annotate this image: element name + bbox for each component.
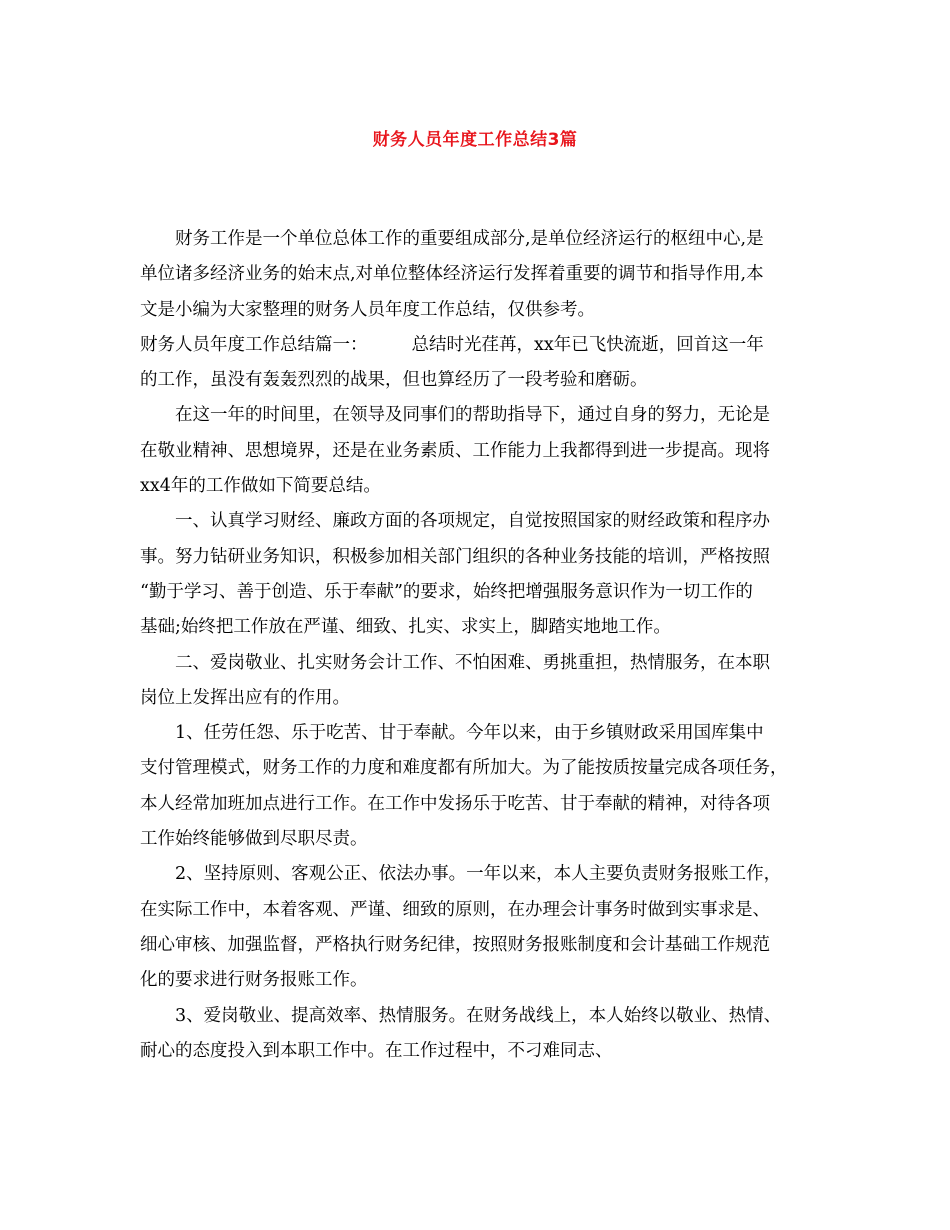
paragraph-line: 财务工作是一个单位总体工作的重要组成部分,是单位经济运行的枢纽中心,是 [175, 229, 764, 249]
paragraph-line: 的工作，虽没有轰轰烈烈的战果，但也算经历了一段考验和磨砺。 [140, 370, 648, 391]
paragraph-line: 在这一年的时间里，在领导及同事们的帮助指导下，通过自身的努力，无论是 [175, 405, 770, 426]
paragraph-line: 本人经常加班加点进行工作。在工作中发扬乐于吃苦、甘于奉献的精神，对待各项 [140, 793, 770, 814]
paragraph-line: 基础;始终把工作放在严谨、细致、扎实、求实上，脚踏实地地工作。 [140, 617, 671, 638]
paragraph-line: 2、坚持原则、客观公正、依法办事。一年以来，本人主要负责财务报账工作， [175, 864, 782, 885]
paragraph-line: 岗位上发挥出应有的作用。 [140, 687, 350, 708]
paragraph-line: 一、认真学习财经、廉政方面的各项规定，自觉按照国家的财经政策和程序办 [175, 511, 770, 532]
paragraph-text: 总结时光荏苒，xx年已飞快流逝，回首这一年 [411, 334, 764, 355]
paragraph-line: 文是小编为大家整理的财务人员年度工作总结，仅供参考。 [140, 299, 595, 320]
section-heading: 财务人员年度工作总结篇一： [140, 334, 368, 355]
paragraph-line: 工作始终能够做到尽职尽责。 [140, 829, 368, 850]
paragraph-line: 在敬业精神、思想境界，还是在业务素质、工作能力上我都得到进一步提高。现将 [140, 440, 770, 461]
paragraph-line: xx4年的工作做如下简要总结。 [140, 476, 381, 497]
paragraph-line: 在实际工作中，本着客观、严谨、细致的原则，在办理会计事务时做到实事求是、 [140, 899, 770, 920]
paragraph-line: 二、爱岗敬业、扎实财务会计工作、不怕困难、勇挑重担，热情服务，在本职 [175, 652, 770, 673]
paragraph-line: 1、任劳任怨、乐于吃苦、甘于奉献。今年以来，由于乡镇财政采用国库集中 [175, 723, 764, 744]
paragraph-line-with-section-heading [140, 328, 820, 363]
paragraph-line: 化的要求进行财务报账工作。 [140, 970, 368, 991]
paragraph-line: 支付管理模式，财务工作的力度和难度都有所加大。为了能按质按量完成各项任务， [140, 758, 788, 779]
paragraph-line: 细心审核、加强监督，严格执行财务纪律，按照财务报账制度和会计基础工作规范 [140, 934, 770, 955]
paragraph-line: 3、爱岗敬业、提高效率、热情服务。在财务战线上，本人始终以敬业、热情、 [175, 1005, 782, 1026]
paragraph-line: 耐心的态度投入到本职工作中。在工作过程中，不刁难同志、 [140, 1040, 613, 1061]
paragraph-line: “勤于学习、善于创造、乐于奉献”的要求，始终把增强服务意识作为一切工作的 [140, 581, 753, 602]
document-title: 财务人员年度工作总结3篇 [372, 130, 578, 150]
paragraph-line: 单位诸多经济业务的始末点,对单位整体经济运行发挥着重要的调节和指导作用,本 [140, 264, 764, 285]
document-body [140, 222, 820, 1069]
paragraph-line: 事。努力钻研业务知识，积极参加相关部门组织的各种业务技能的培训，严格按照 [140, 546, 770, 567]
